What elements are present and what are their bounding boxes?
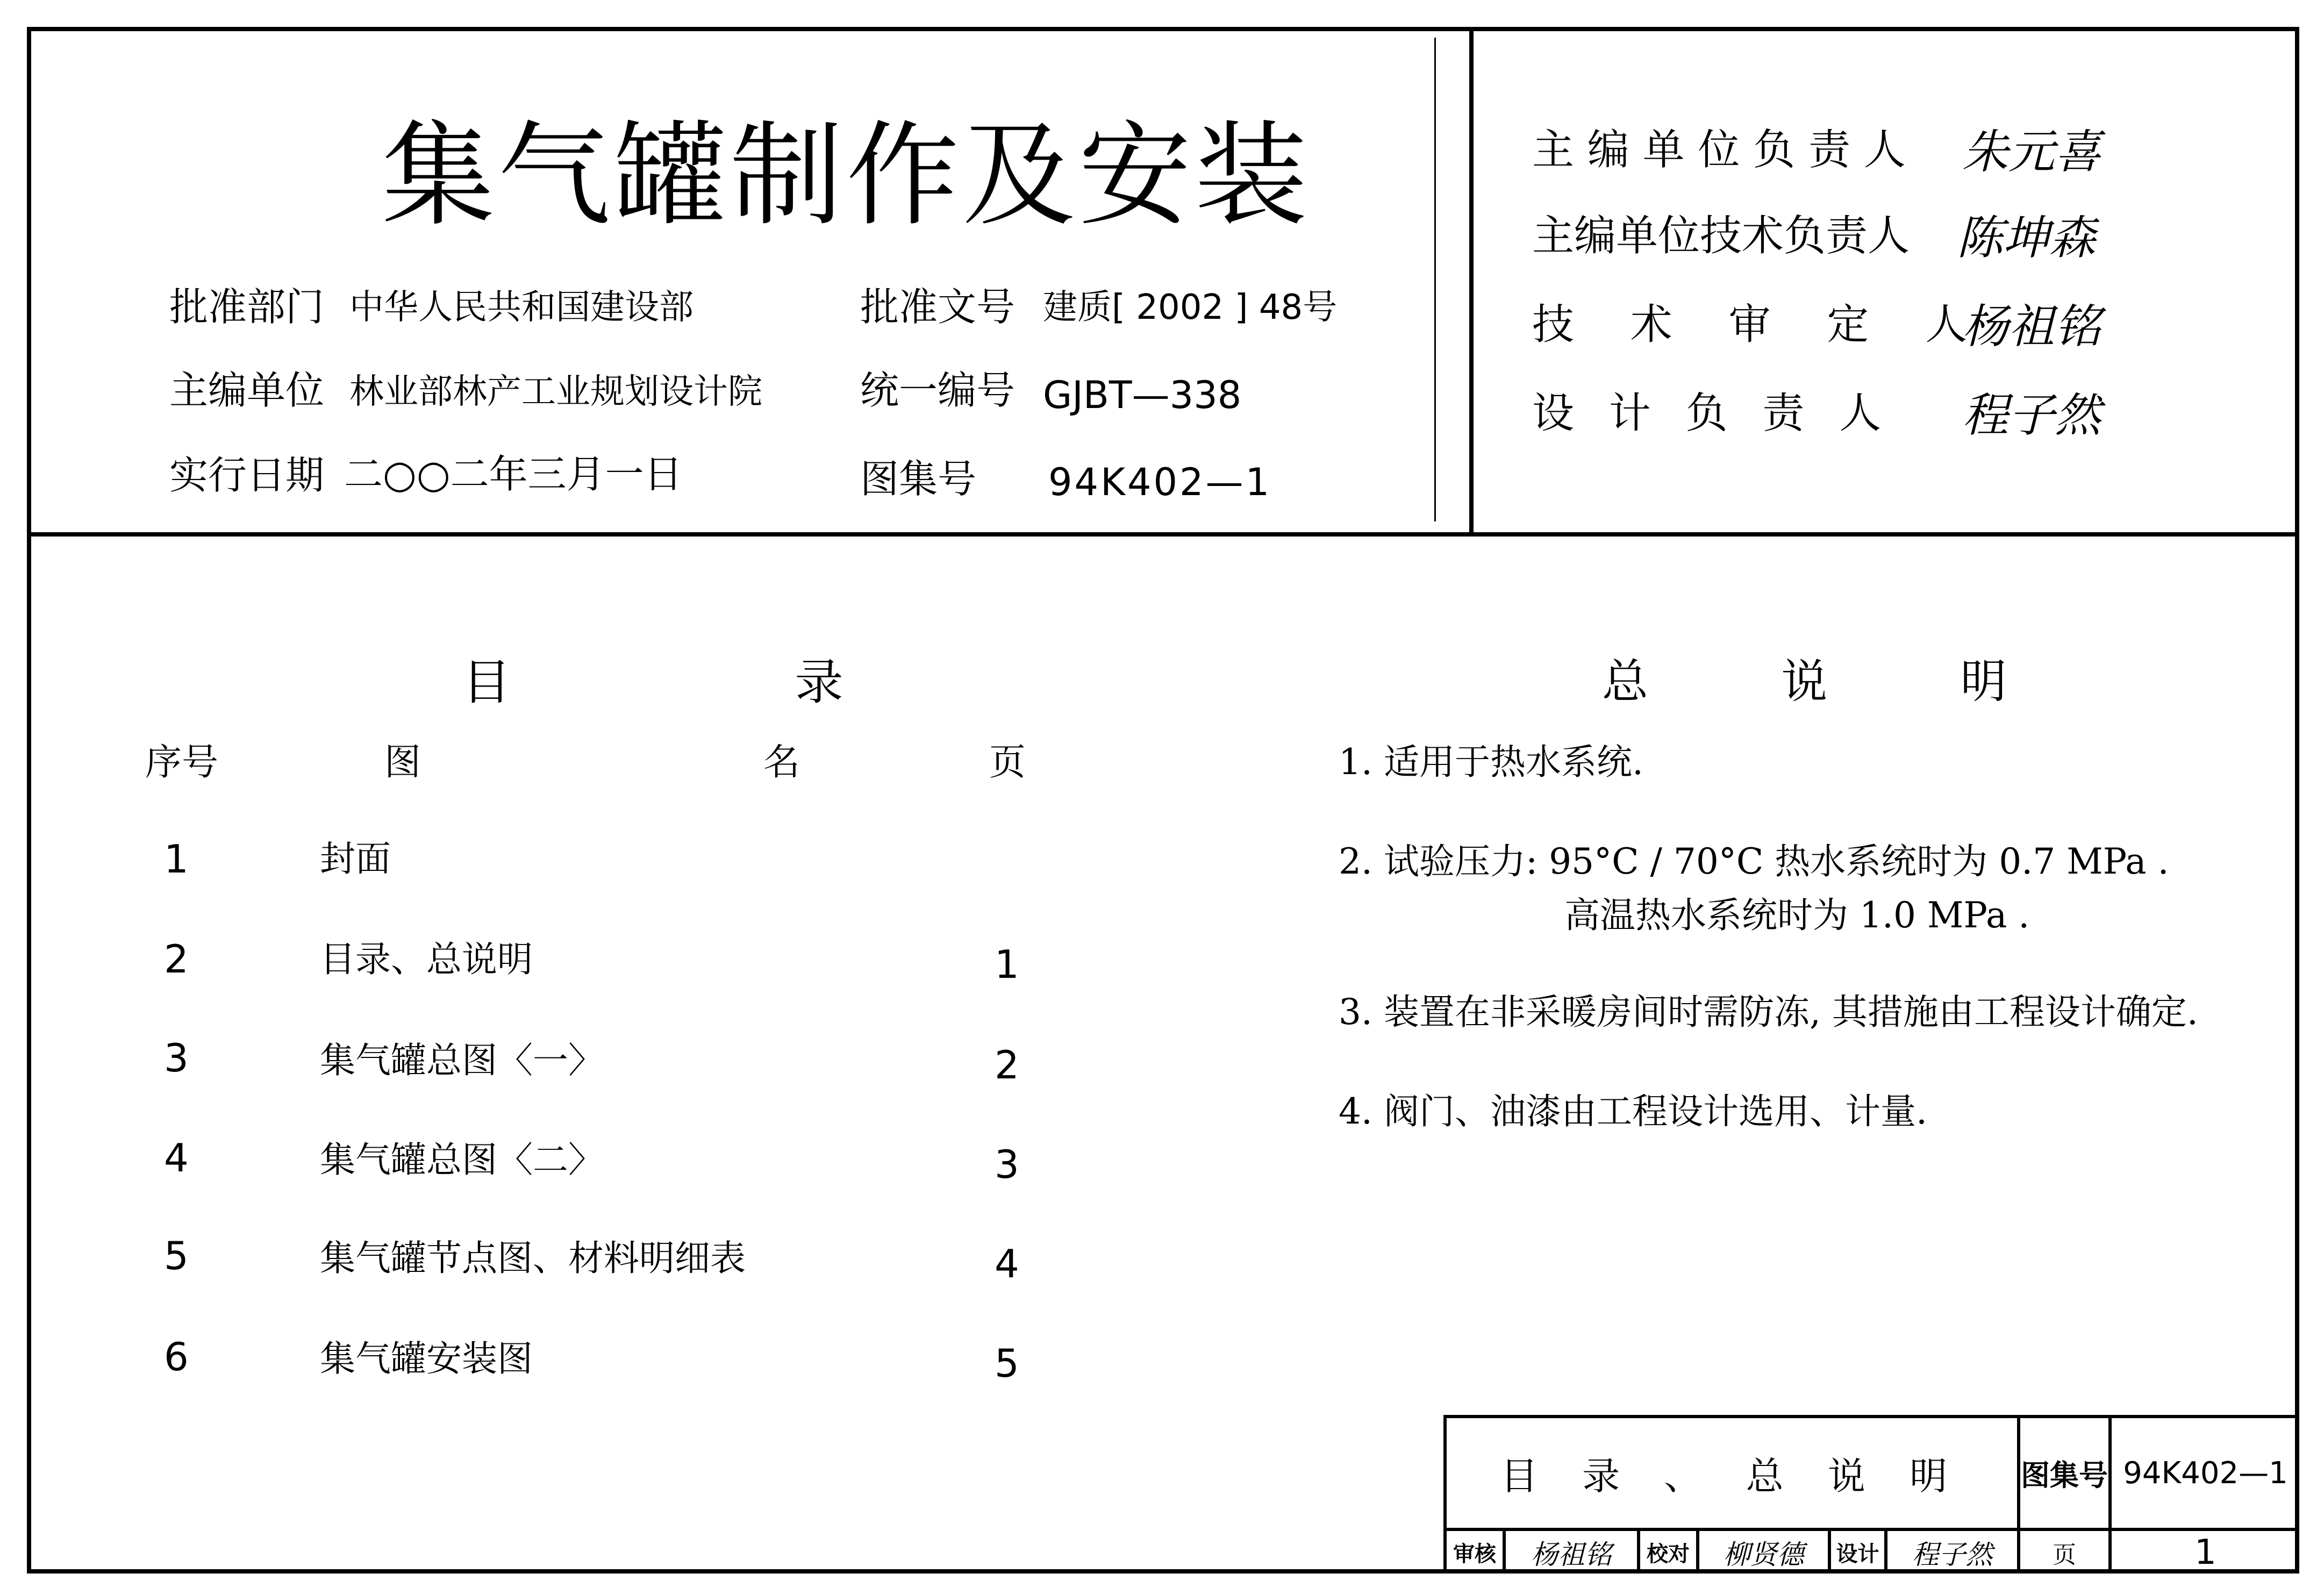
title-block-page-label: 页 <box>2053 1541 2076 1569</box>
toc-row-no: 6 <box>164 1334 189 1379</box>
editor-unit-label: 主编单位 <box>169 368 325 413</box>
technical-reviewer-label: 技 术 审 定 人 <box>1532 301 1989 349</box>
toc-row-name: 集气罐总图〈一〉 <box>320 1040 604 1081</box>
note-item: 4. 阀门、油漆由工程设计选用、计量. <box>1339 1091 1927 1132</box>
chief-unit-tech-head-signature: 陈坤森 <box>1957 211 2096 265</box>
toc-row-no: 3 <box>164 1035 189 1081</box>
drawing-title: 集气罐制作及安装 <box>382 110 1311 241</box>
toc-row-no: 1 <box>164 836 189 882</box>
toc-header-name-left: 图 <box>384 741 421 784</box>
effective-date-label: 实行日期 <box>169 453 325 498</box>
toc-row-page: 4 <box>995 1241 1019 1286</box>
title-block-review-signature: 杨祖铭 <box>1531 1539 1612 1570</box>
toc-row-no: 4 <box>164 1135 189 1181</box>
approval-dept-value: 中华人民共和国建设部 <box>349 288 693 327</box>
toc-row-name: 集气罐节点图、材料明细表 <box>320 1238 746 1279</box>
header-divider <box>1469 27 1474 534</box>
unified-no-label: 统一编号 <box>860 368 1016 413</box>
design-head-label: 设 计 负 责 人 <box>1532 389 1892 438</box>
title-block-design-signature: 程子然 <box>1912 1539 1993 1570</box>
toc-row-name: 集气罐总图〈二〉 <box>320 1139 604 1181</box>
header-bottom-rule <box>27 532 2299 537</box>
title-block-review-label: 审核 <box>1453 1541 1496 1567</box>
chief-unit-head-signature: 朱元喜 <box>1962 125 2101 179</box>
title-block-title: 目 录 、 总 说 明 <box>1500 1454 1964 1498</box>
atlas-no-value: 94K402—1 <box>1048 460 1272 504</box>
toc-row-page: 1 <box>995 942 1019 987</box>
title-block-atlas-no: 94K402—1 <box>2123 1455 2288 1491</box>
title-block-design-label: 设计 <box>1836 1541 1879 1567</box>
chief-unit-head-label: 主 编 单 位 负 责 人 <box>1532 126 1906 174</box>
header-thin-rule <box>1434 38 1436 521</box>
toc-header-name-right: 名 <box>763 741 800 784</box>
toc-row-page: 2 <box>995 1042 1019 1088</box>
approval-dept-label: 批准部门 <box>169 284 325 330</box>
toc-header-no: 序号 <box>145 741 219 784</box>
title-block-check-signature: 柳贤德 <box>1723 1539 1804 1570</box>
note-item: 3. 装置在非采暖房间时需防冻, 其措施由工程设计确定. <box>1339 991 2198 1033</box>
toc-row-name: 封面 <box>320 838 391 879</box>
title-block-check-label: 校对 <box>1647 1541 1690 1567</box>
toc-header-page: 页 <box>989 741 1026 784</box>
note-item-continued: 高温热水系统时为 1.0 MPa . <box>1564 895 2030 936</box>
effective-date-value: 二○○二年三月一日 <box>344 452 683 497</box>
unified-no-value: GJBT—338 <box>1043 373 1242 417</box>
atlas-no-label: 图集号 <box>860 456 977 502</box>
toc-row-no: 5 <box>164 1233 189 1278</box>
approval-doc-value: 建质[ 2002 ] 48号 <box>1043 288 1338 327</box>
toc-title: 目 录 <box>462 654 978 711</box>
toc-row-name: 目录、总说明 <box>320 939 533 980</box>
note-item: 2. 试验压力: 95°C / 70°C 热水系统时为 0.7 MPa . <box>1339 841 2169 882</box>
title-block-page-no: 1 <box>2194 1532 2216 1572</box>
editor-unit-value: 林业部林产工业规划设计院 <box>349 372 762 412</box>
toc-row-page: 3 <box>995 1142 1019 1187</box>
title-block-atlas-label: 图集号 <box>2021 1457 2108 1492</box>
design-head-signature: 程子然 <box>1962 389 2101 442</box>
toc-row-no: 2 <box>164 936 189 982</box>
approval-doc-label: 批准文号 <box>860 284 1016 330</box>
chief-unit-tech-head-label: 主编单位技术负责人 <box>1532 212 1910 260</box>
note-item: 1. 适用于热水系统. <box>1339 741 1643 783</box>
toc-row-name: 集气罐安装图 <box>320 1338 533 1379</box>
notes-title: 总 说 明 <box>1602 655 2066 709</box>
technical-reviewer-signature: 杨祖铭 <box>1962 300 2101 354</box>
toc-row-page: 5 <box>995 1341 1019 1386</box>
